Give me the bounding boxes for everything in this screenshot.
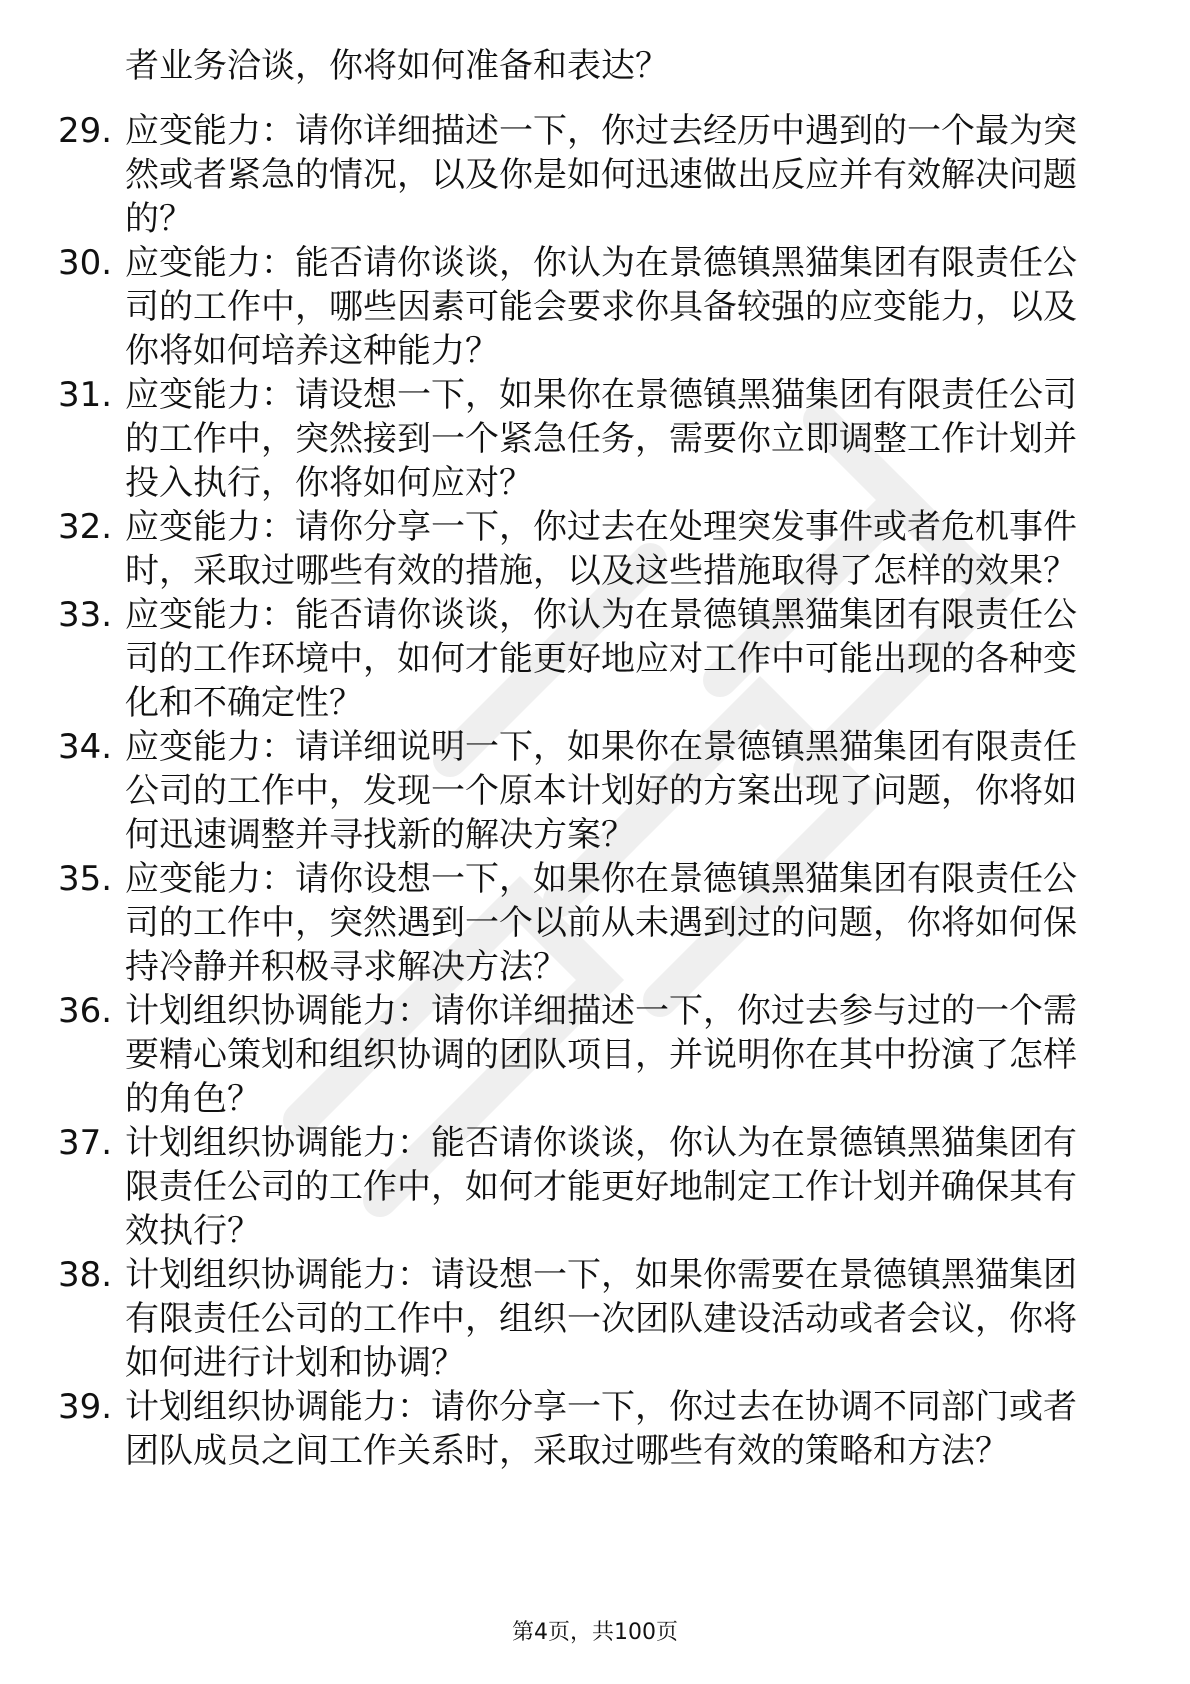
- question-text-line: 应变能力：请详细说明一下，如果你在景德镇黑猫集团有限责任: [125, 727, 1077, 767]
- question-number: 36.: [58, 991, 113, 1031]
- question-text-line: 限责任公司的工作中，如何才能更好地制定工作计划并确保其有: [125, 1167, 1077, 1207]
- question-text-line: 司的工作环境中，如何才能更好地应对工作中可能出现的各种变: [125, 639, 1077, 679]
- question-text-line: 应变能力：请你详细描述一下，你过去经历中遇到的一个最为突: [125, 111, 1077, 151]
- question-number: 29.: [58, 111, 113, 151]
- question-text-line: 公司的工作中，发现一个原本计划好的方案出现了问题，你将如: [125, 771, 1077, 811]
- question-text-line: 化和不确定性？: [125, 683, 363, 723]
- question-text-line: 应变能力：请你设想一下，如果你在景德镇黑猫集团有限责任公: [125, 859, 1077, 899]
- question-number: 30.: [58, 243, 113, 283]
- question-text-line: 持冷静并积极寻求解决方法？: [125, 947, 567, 987]
- question-text-line: 司的工作中，哪些因素可能会要求你具备较强的应变能力，以及: [125, 287, 1077, 327]
- question-text-line: 应变能力：请你分享一下，你过去在处理突发事件或者危机事件: [125, 507, 1077, 547]
- question-text-line: 应变能力：能否请你谈谈，你认为在景德镇黑猫集团有限责任公: [125, 595, 1077, 635]
- question-text-line: 司的工作中，突然遇到一个以前从未遇到过的问题，你将如何保: [125, 903, 1077, 943]
- question-text-line: 团队成员之间工作关系时，采取过哪些有效的策略和方法？: [125, 1431, 1009, 1471]
- question-text-line: 应变能力：请设想一下，如果你在景德镇黑猫集团有限责任公司: [125, 375, 1077, 415]
- question-text-line: 如何进行计划和协调？: [125, 1343, 465, 1383]
- question-text-line: 何迅速调整并寻找新的解决方案？: [125, 815, 635, 855]
- question-number: 33.: [58, 595, 113, 635]
- question-number: 34.: [58, 727, 113, 767]
- question-number: 38.: [58, 1255, 113, 1295]
- question-text-line: 计划组织协调能力：请你分享一下，你过去在协调不同部门或者: [125, 1387, 1077, 1427]
- question-text-line: 有限责任公司的工作中，组织一次团队建设活动或者会议，你将: [125, 1299, 1077, 1339]
- question-text-line: 你将如何培养这种能力？: [125, 331, 499, 371]
- question-number: 31.: [58, 375, 113, 415]
- question-text-line: 然或者紧急的情况，以及你是如何迅速做出反应并有效解决问题: [125, 155, 1077, 195]
- question-text-line: 要精心策划和组织协调的团队项目，并说明你在其中扮演了怎样: [125, 1035, 1077, 1075]
- question-number: 39.: [58, 1387, 113, 1427]
- question-text-line: 效执行？: [125, 1211, 261, 1251]
- question-text-line: 投入执行，你将如何应对？: [125, 463, 533, 503]
- question-text-line: 的角色？: [125, 1079, 261, 1119]
- question-text-line: 应变能力：能否请你谈谈，你认为在景德镇黑猫集团有限责任公: [125, 243, 1077, 283]
- question-text-line: 计划组织协调能力：请你详细描述一下，你过去参与过的一个需: [125, 991, 1077, 1031]
- question-text-line: 的？: [125, 199, 193, 239]
- question-number: 35.: [58, 859, 113, 899]
- question-number: 32.: [58, 507, 113, 547]
- question-text-line: 计划组织协调能力：能否请你谈谈，你认为在景德镇黑猫集团有: [125, 1123, 1077, 1163]
- page-footer: 第4页，共100页: [512, 1620, 678, 1645]
- question-text-line: 的工作中，突然接到一个紧急任务，需要你立即调整工作计划并: [125, 419, 1077, 459]
- continuation-line: 者业务洽谈，你将如何准备和表达？: [125, 46, 669, 86]
- question-text-line: 计划组织协调能力：请设想一下，如果你需要在景德镇黑猫集团: [125, 1255, 1077, 1295]
- question-number: 37.: [58, 1123, 113, 1163]
- question-text-line: 时，采取过哪些有效的措施，以及这些措施取得了怎样的效果？: [125, 551, 1077, 591]
